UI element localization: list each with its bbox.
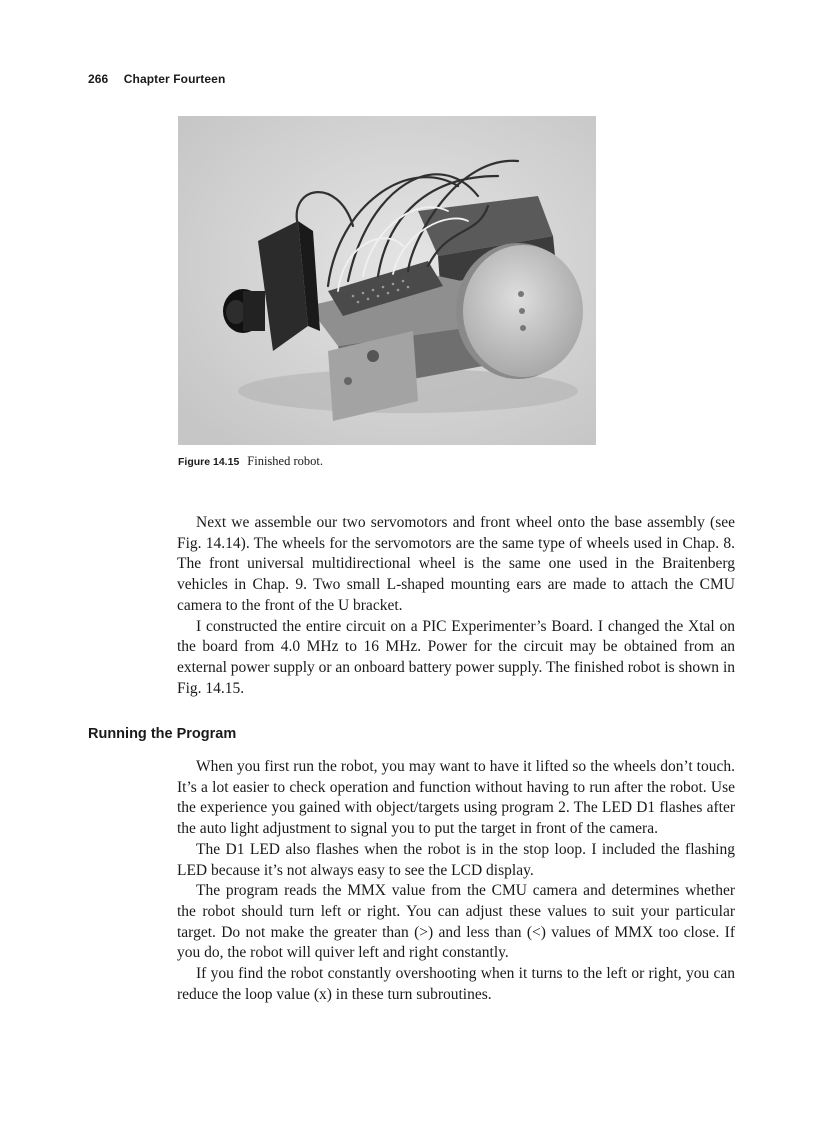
paragraph: When you first run the robot, you may want to have it lifted so the wheels don’t touch. It’s a lot easier to check operation and function without having to run after the robot. Use the experience you gained with object/targets using program 2. The LED D1 flashes after the auto light adjustment to signal you to put the target in front of the camera.	[177, 758, 735, 838]
section-text	[177, 757, 735, 1005]
chapter-title: Chapter Fourteen	[123, 72, 226, 86]
running-head	[88, 72, 225, 86]
figure-caption	[178, 454, 323, 469]
paragraph: The D1 LED also flashes when the robot is in the stop loop. I included the flashing LED because it’s not always easy to see the LCD display.	[177, 840, 735, 879]
figure-caption-text: Finished robot.	[247, 454, 323, 468]
figure-label: Figure 14.15	[178, 456, 240, 468]
robot-photo	[178, 116, 596, 445]
paragraph: I constructed the entire circuit on a PIC Experimenter’s Board. I changed the Xtal on the board from 4.0 MHz to 16 MHz. Power for the circuit may be obtained from an external power supply or an onboard battery power supply. The finished robot is shown in Fig. 14.15.	[177, 617, 735, 697]
intro-text	[177, 513, 735, 699]
section-heading: Running the Program	[88, 726, 237, 742]
paragraph: The program reads the MMX value from the CMU camera and determines whether the robot should turn left or right. You can adjust these values to suit your particular target. Do not make the greater than (>) and less than (<) values of MMX too close. If you do, the robot will quiver left and right constantly.	[177, 882, 735, 962]
paragraph: Next we assemble our two servomotors and front wheel onto the base assembly (see Fig. 14.14). The wheels for the servomotors are the same type of wheels used in Chap. 8. The front universal multidirectional wheel is the same one used in the Braitenberg vehicles in Chap. 9. Two small L-shaped mounting ears are made to attach the CMU camera to the front of the U bracket.	[177, 514, 735, 614]
paragraph: If you find the robot constantly overshooting when it turns to the left or right, you can reduce the loop value (x) in these turn subroutines.	[177, 965, 735, 1003]
page-number: 266	[88, 72, 109, 86]
